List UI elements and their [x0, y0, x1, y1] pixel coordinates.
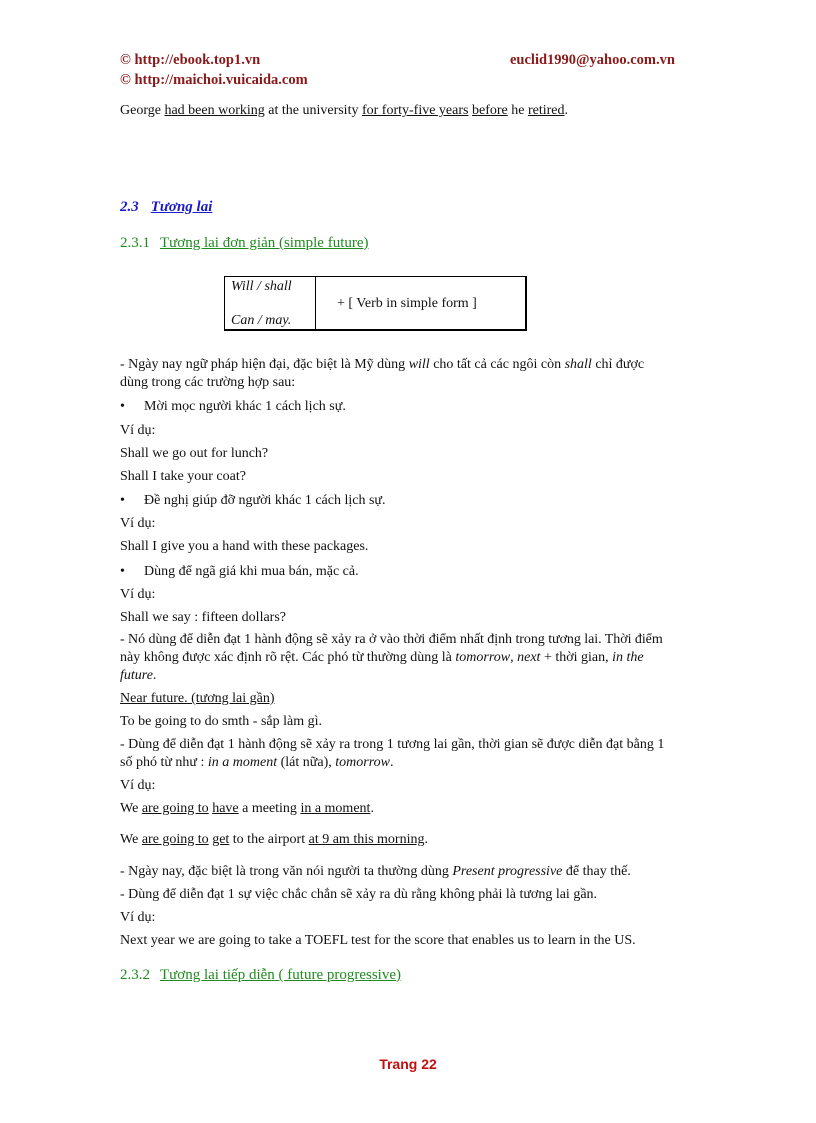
- formula-modal-will: Will / shall: [231, 279, 292, 294]
- example-text: Shall we say : fifteen dollars?: [120, 610, 287, 625]
- paragraph-3-line-1: - Dùng để diễn đạt 1 hành động sẽ xảy ra trong 1 tương lai gần, thời gian sẽ được diễn đạt bằng 1: [120, 737, 665, 752]
- example-label: Ví dụ:: [120, 423, 156, 438]
- example-label: Ví dụ:: [120, 778, 156, 793]
- section-2-3-1-heading: 2.3.1 Tương lai đơn giản (simple future): [120, 235, 369, 251]
- bullet-item: • Đề nghị giúp đỡ người khác 1 cách lịch sự.: [120, 493, 386, 508]
- paragraph-1-line-2: dùng trong các trường hợp sau:: [120, 375, 296, 390]
- example-text: Shall I give you a hand with these packages.: [120, 539, 369, 554]
- header-link-maichoi[interactable]: © http://maichoi.vuicaida.com: [120, 72, 308, 88]
- paragraph-2-line-1: - Nó dùng để diễn đạt 1 hành động sẽ xảy ra ở vào thời điểm nhất định trong tương lai. Thời điểm: [120, 632, 663, 647]
- paragraph-1-line-1: - Ngày nay ngữ pháp hiện đại, đặc biệt là Mỹ dùng will cho tất cả các ngôi còn shall chỉ được: [120, 357, 645, 372]
- example-text: We are going to get to the airport at 9 am this morning.: [120, 832, 428, 847]
- paragraph-3-line-2: số phó từ như : in a moment (lát nữa), tomorrow.: [120, 755, 394, 770]
- example-label: Ví dụ:: [120, 516, 156, 531]
- example-text: Shall I take your coat?: [120, 469, 246, 484]
- section-2-3-heading: 2.3 Tương lai: [120, 199, 213, 215]
- example-text: Shall we go out for lunch?: [120, 446, 269, 461]
- formula-modal-can: Can / may.: [231, 313, 292, 328]
- formula-rule: + [ Verb in simple form ]: [337, 296, 477, 311]
- to-be-going-to-text: To be going to do smth - sắp làm gì.: [120, 714, 323, 729]
- paragraph-4: - Ngày nay, đặc biệt là trong văn nói người ta thường dùng Present progressive để thay thế.: [120, 864, 631, 879]
- intro-sentence: George had been working at the university for forty-five years before he retired.: [120, 103, 568, 118]
- formula-divider: [315, 277, 316, 329]
- formula-box: [224, 276, 527, 331]
- bullet-item: • Mời mọc người khác 1 cách lịch sự.: [120, 399, 346, 414]
- header-email[interactable]: euclid1990@yahoo.com.vn: [510, 52, 675, 68]
- bullet-item: • Dùng để ngã giá khi mua bán, mặc cả.: [120, 564, 359, 579]
- example-text: We are going to have a meeting in a moment.: [120, 801, 374, 816]
- example-label: Ví dụ:: [120, 587, 156, 602]
- near-future-heading: Near future. (tương lai gần): [120, 691, 275, 706]
- example-label: Ví dụ:: [120, 910, 156, 925]
- section-2-3-2-heading: 2.3.2 Tương lai tiếp diễn ( future progressive): [120, 967, 401, 983]
- example-text: Next year we are going to take a TOEFL test for the score that enables us to learn in the US.: [120, 933, 636, 948]
- paragraph-5: - Dùng để diễn đạt 1 sự việc chắc chắn sẽ xảy ra dù rằng không phải là tương lai gần.: [120, 887, 598, 902]
- page-number: Trang 22: [379, 1056, 437, 1072]
- header-link-ebook[interactable]: © http://ebook.top1.vn: [120, 52, 261, 68]
- paragraph-2-rest: này không được xác định rõ rệt. Các phó từ thường dùng là tomorrow, next + thời gian, in the future.: [120, 650, 644, 683]
